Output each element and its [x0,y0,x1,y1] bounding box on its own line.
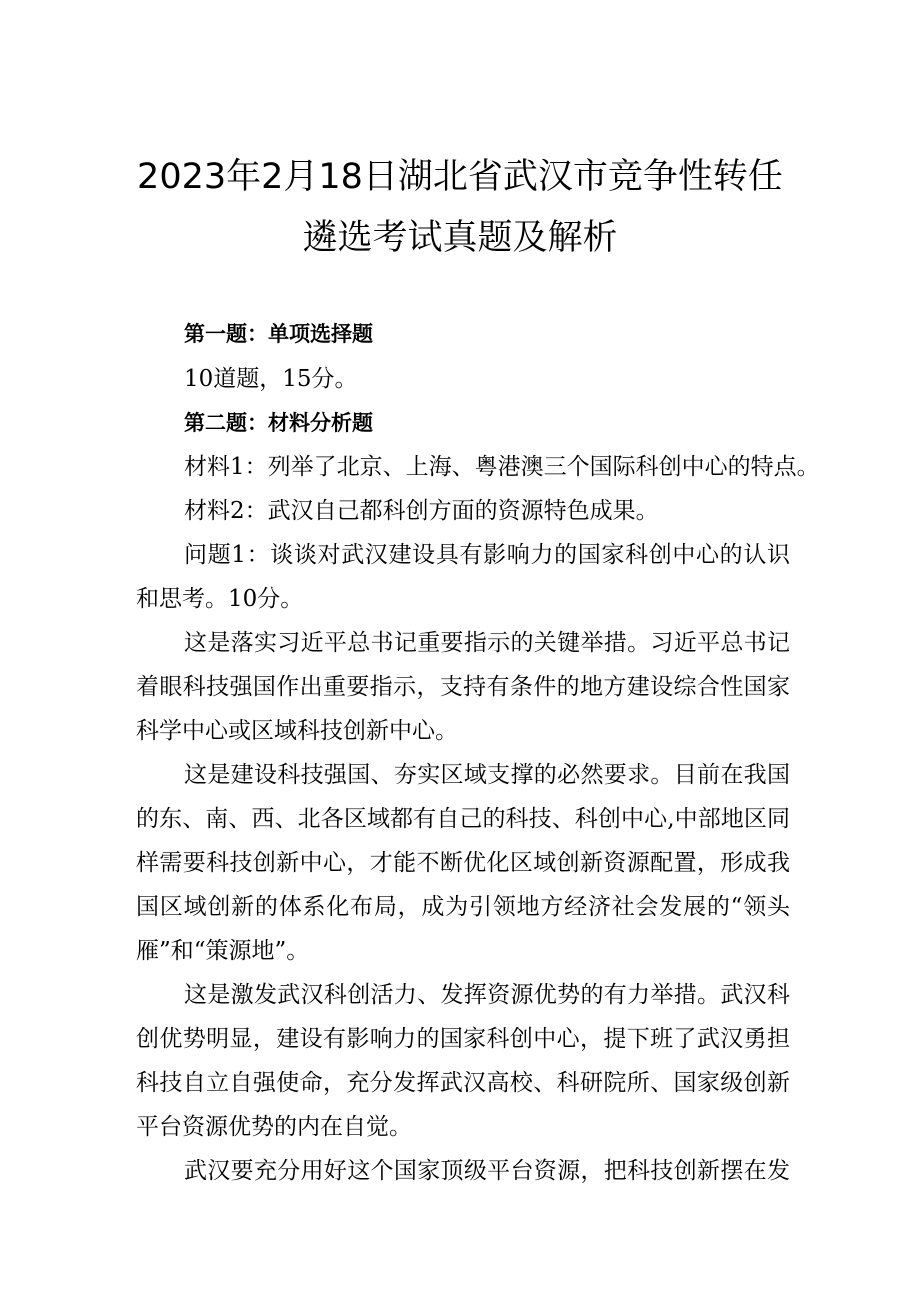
paragraph-line: 这是建设科技强国、夯实区域支撑的必然要求。目前在我国 [184,762,790,788]
paragraph-line: 科技自立自强使命，充分发挥武汉高校、科研院所、国家级创新 [136,1070,790,1096]
paragraph-line: 科学中心或区域科技创新中心。 [136,718,458,744]
paragraph-line: 雁”和“策源地”。 [136,938,310,964]
paragraph-line: 和思考。10分。 [136,586,304,612]
section-heading-2: 第二题：材料分析题 [184,411,373,435]
paragraph-line: 武汉要充分用好这个国家顶级平台资源，把科技创新摆在发 [184,1158,790,1184]
paragraph-line: 问题1：谈谈对武汉建设具有影响力的国家科创中心的认识 [184,542,790,568]
paragraph-line: 的东、南、西、北各区域都有自己的科技、科创中心,中部地区同 [136,806,790,832]
paragraph-line: 国区域创新的体系化布局，成为引领地方经济社会发展的“领头 [136,894,790,920]
paragraph-line: 着眼科技强国作出重要指示，支持有条件的地方建设综合性国家 [136,674,790,700]
paragraph-line: 材料2：武汉自己都科创方面的资源特色成果。 [184,498,659,524]
paragraph-line: 创优势明显，建设有影响力的国家科创中心，提下班了武汉勇担 [136,1026,790,1052]
paragraph-line: 10道题，15分。 [184,366,358,392]
paragraph-line: 样需要科技创新中心，才能不断优化区域创新资源配置，形成我 [136,850,790,876]
paragraph-line: 材料1：列举了北京、上海、粤港澳三个国际科创中心的特点。 [184,454,820,480]
document-title-line-1: 2023年2月18日湖北省武汉市竞争性转任 [137,157,783,197]
section-heading-1: 第一题：单项选择题 [184,322,373,346]
paragraph-line: 这是激发武汉科创活力、发挥资源优势的有力举措。武汉科 [184,982,790,1008]
paragraph-line: 平台资源优势的内在自觉。 [136,1114,412,1140]
paragraph-line: 这是落实习近平总书记重要指示的关键举措。习近平总书记 [184,630,790,656]
document-title-line-2: 遴选考试真题及解析 [302,218,618,258]
